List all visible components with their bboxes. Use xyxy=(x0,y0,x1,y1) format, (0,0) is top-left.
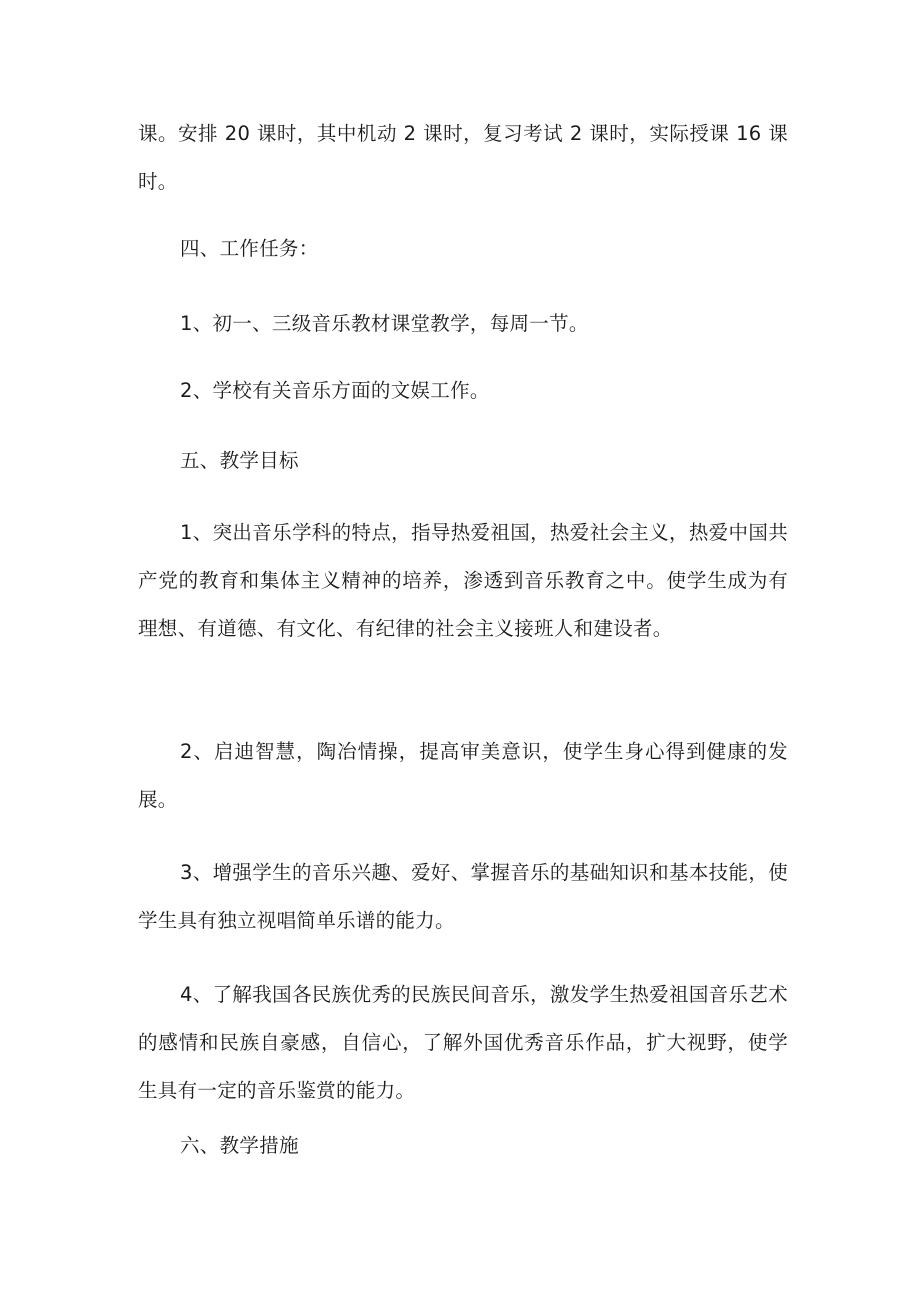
paragraph-task-1: 1、初一、三级音乐教材课堂教学，每周一节。 xyxy=(180,312,589,335)
section-heading-teaching-measures: 六、教学措施 xyxy=(180,1134,299,1157)
paragraph-goal-2: 2、启迪智慧，陶冶情操，提高审美意识，使学生身心得到健康的发展。 xyxy=(138,740,788,811)
paragraph-goal-3: 3、增强学生的音乐兴趣、爱好、掌握音乐的基础知识和基本技能，使学生具有独立视唱简单乐谱的能力。 xyxy=(138,861,788,932)
section-heading-work-tasks: 四、工作任务： xyxy=(180,237,319,260)
paragraph-goal-4: 4、了解我国各民族优秀的民族民间音乐，激发学生热爱祖国音乐艺术的感情和民族自豪感，自信心，了解外国优秀音乐作品，扩大视野，使学生具有一定的音乐鉴赏的能力。 xyxy=(138,983,788,1102)
paragraph-class-hours: 课。安排 20 课时，其中机动 2 课时，复习考试 2 课时，实际授课 16 课时。 xyxy=(138,122,788,193)
paragraph-goal-1: 1、突出音乐学科的特点，指导热爱祖国，热爱社会主义，热爱中国共产党的教育和集体主义精神的培养，渗透到音乐教育之中。使学生成为有理想、有道德、有文化、有纪律的社会主义接班人和建设者。 xyxy=(138,521,788,640)
paragraph-task-2: 2、学校有关音乐方面的文娱工作。 xyxy=(180,379,490,402)
section-heading-teaching-goals: 五、教学目标 xyxy=(180,449,299,472)
